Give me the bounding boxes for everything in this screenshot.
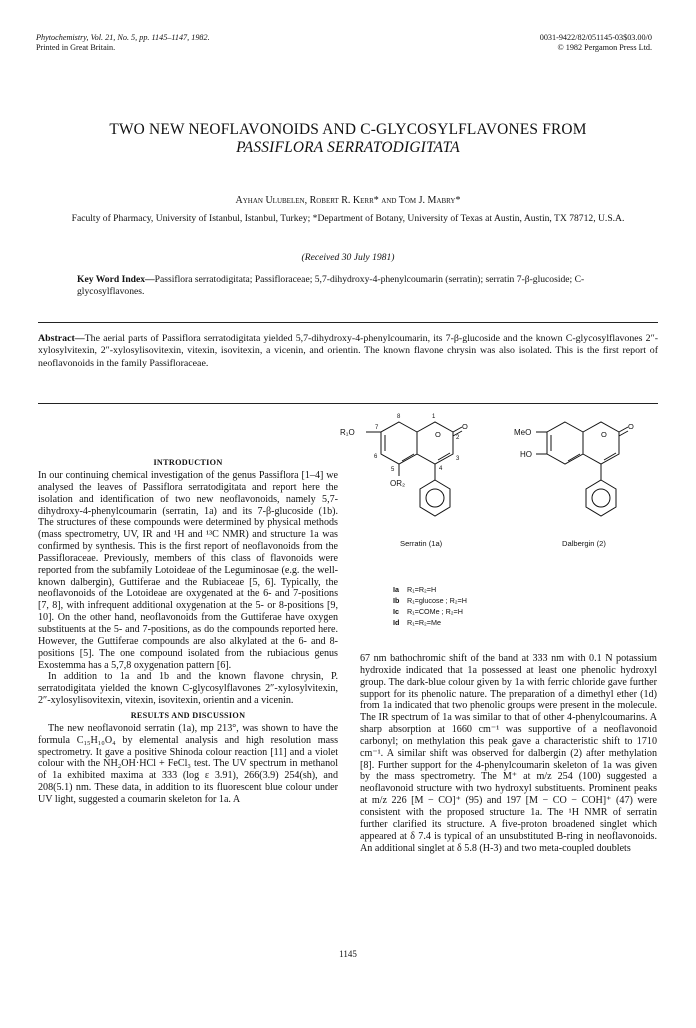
dalbergin-ho-label: HO: [520, 450, 532, 459]
abstract-label: Abstract—: [38, 333, 85, 344]
variant-1a-text: R₁=R₂=H: [407, 585, 437, 594]
results-paragraph-1: The new neoflavonoid serratin (1a), mp 213°, was shown to have the formula C₁₅H₁₀O₄ by elemental analysis and high resolution mass spectrometry. It gave a positive Shinoda colour reaction [11] and a violet colour with the NH₂OH·HCl + FeCl₃ test. The UV spectrum in methanol of 1a exhibited maxima at 333 (log ε 3.91), 266(3.9) 254(sh), and 208(5.1) nm. These data, in addition to its fluorescent blue colour under UV light, suggested a coumarin skeleton for 1a. A: [38, 722, 338, 805]
article-code: 0031-9422/82/051145-03$03.00/0: [539, 33, 652, 42]
abstract: [38, 333, 658, 370]
variant-1a: [393, 584, 467, 595]
abstract-bottom-rule: [38, 403, 658, 404]
abstract-text: The aerial parts of Passiflora serratodigitata yielded 5,7-dihydroxy-4-phenylcoumarin, its 7-β-glucoside and the known C-glycosylflavones 2″-xylosylvitexin, 2″-xylosylisovitexin, vitexin, isovitexin, a vicenin, and orientin. The known flavone chrysin was also isolated. This is the first report of neoflavonoids in the family Passifloraceae.: [38, 333, 658, 369]
authors: Ayhan Ulubelen, Robert R. Kerr* and Tom J. Mabry*: [235, 195, 461, 206]
dalbergin-ring-o: O: [601, 430, 607, 439]
section-heading-results: RESULTS AND DISCUSSION: [130, 710, 246, 720]
dalbergin-structure: [536, 422, 628, 516]
position-8: 8: [397, 414, 401, 420]
serratin-ring-o: O: [435, 430, 441, 439]
position-4: 4: [439, 466, 443, 472]
keyword-text: Passiflora serratodigitata; Passifloraceae; 5,7-dihydroxy-4-phenylcoumarin (serratin); serratin 7-β-glucoside; C-glycosylflavones.: [77, 274, 585, 297]
variant-1b-text: R₁=glucose ; R₂=H: [407, 596, 467, 605]
serratin-caption: Serratin (1a): [400, 539, 443, 548]
page-number: 1145: [339, 949, 357, 959]
article-title: [40, 121, 656, 157]
variant-1c: [393, 606, 467, 617]
title-line-2: PASSIFLORA SERRATODIGITATA: [236, 139, 460, 156]
variant-1d-id: Id: [393, 618, 400, 627]
variant-1d-text: R₁=R₂=Me: [407, 618, 441, 627]
keyword-index: [77, 274, 637, 298]
copyright: © 1982 Pergamon Press Ltd.: [557, 43, 652, 52]
right-column: [360, 653, 657, 854]
serratin-structure: [366, 422, 462, 516]
position-5: 5: [391, 467, 395, 473]
intro-paragraph-1: In our continuing chemical investigation of the genus Passiflora [1–4] we analysed the leaves of Passiflora serratodigitata and report here the isolation and identification of two new neoflavonoids, namely 5,7-dihydroxy-4-phenylcoumarin (serratin, 1a) and its 7-β-glucoside (1b). The structures of these compounds were determined by physical methods (mass spectrometry, UV, IR and ¹H and ¹³C NMR) and structure 1a was confirmed by synthesis. This is the first report of neoflavonoids from the Passifloraceae. Previously, members of this class of flavonoids were reported from the subfamily Lotoideae of the Leguminosae (e.g. the well-known dalbergin), Guttiferae and the Rubiaceae [5, 6]. Typically, the neoflavonoids of the Lotoideae are oxygenated at the 6- and 7-positions [7, 8], with infrequent additional oxygenation at the 5- or 8-positions [9, 10]. On the other hand, neoflavonoids from the Guttiferae have oxygen substituents at the 5- and 7-positions, as do the compounds reported here. However, the Guttiferae compounds are also alkylated at the 6- and 8-positions [5]. The one compound isolated from the rubiacious genus Exostemma has a 5,7,8 oxygenation pattern [6].: [38, 470, 338, 671]
running-header-left: [36, 33, 210, 53]
position-1: 1: [432, 414, 436, 420]
variant-1c-text: R₁=COMe ; R₂=H: [407, 607, 463, 616]
keyword-label: Key Word Index—: [77, 274, 155, 285]
serratin-variants: [393, 584, 467, 628]
position-3: 3: [456, 456, 460, 462]
affiliation: Faculty of Pharmacy, University of Istanbul, Istanbul, Turkey; *Department of Botany, University of Texas at Austin, Austin, TX 78712, U.S.A.: [71, 213, 625, 224]
structure-atom-labels: [340, 422, 634, 488]
variant-1c-id: Ic: [393, 607, 399, 616]
intro-paragraph-2: In addition to 1a and 1b and the known flavone chrysin, P. serratodigitata yielded the known C-glycosylflavones 2″-xylosylvitexin, 2″-xylosylisovitexin, vitexin, isovitexin, orientin and a vicenin.: [38, 671, 338, 707]
serratin-or2-label: OR₂: [390, 479, 406, 488]
dalbergin-caption: Dalbergin (2): [562, 539, 606, 548]
dalbergin-meo-label: MeO: [514, 428, 532, 437]
results-paragraph-2: 67 nm bathochromic shift of the band at 333 nm with 0.1 N potassium hydroxide indicated that 1a possessed at least one phenolic hydroxyl group. The dark-blue colour given by 1a with ferric chloride gave further support for its phenolic nature. The preparation of a dimethyl ether (1d) from 1a indicated that two phenolic groups were present in the molecule. The IR spectrum of 1a was similar to that of other 4-phenylcoumarins. A sharp absorption at 1660 cm⁻¹ was supportive of a neoflavonoid carbonyl; on methylation this peak gave a characteristic shift to 1710 cm⁻¹. A similar shift was observed for dalbergin (2) after methylation [8]. Further support for the 4-phenylcoumarin skeleton of 1a was given by the mass spectrometry. The M⁺ at m/z 254 (100) suggested a neoflavonoid structure with two hydroxyl substituents. Prominent peaks at m/z 226 [M − CO]⁺ (95) and 197 [M − CO − COH]⁺ (47) were consistent with the proposed structure 1a. The ¹H NMR of serratin further clarified its structure. A five-proton broadened singlet which appeared at δ 7.4 is typical of an unsubstituted B-ring in neoflavonoids. An additional singlet at δ 5.8 (H-3) and two meta-coupled doublets: [360, 653, 657, 854]
position-2: 2: [456, 435, 460, 441]
structure-figure: [340, 408, 658, 608]
serratin-r1o-label: R₁O: [340, 428, 355, 437]
dalbergin-carbonyl-o: O: [628, 422, 634, 431]
abstract-top-rule: [38, 322, 658, 323]
serratin-carbonyl-o: O: [462, 422, 468, 431]
position-7: 7: [375, 425, 379, 431]
printed-in: Printed in Great Britain.: [36, 43, 116, 52]
running-header-right: [540, 33, 652, 53]
left-column: [38, 456, 338, 806]
journal-citation: Phytochemistry, Vol. 21, No. 5, pp. 1145–1147, 1982.: [36, 33, 210, 42]
variant-1d: [393, 617, 467, 628]
section-heading-introduction: INTRODUCTION: [153, 458, 223, 467]
received-date: (Received 30 July 1981): [301, 252, 395, 263]
title-line-1: TWO NEW NEOFLAVONOIDS AND C-GLYCOSYLFLAVONES FROM: [109, 121, 587, 138]
variant-1b: [393, 595, 467, 606]
variant-1a-id: Ia: [393, 585, 399, 594]
variant-1b-id: Ib: [393, 596, 400, 605]
position-6: 6: [374, 454, 378, 460]
